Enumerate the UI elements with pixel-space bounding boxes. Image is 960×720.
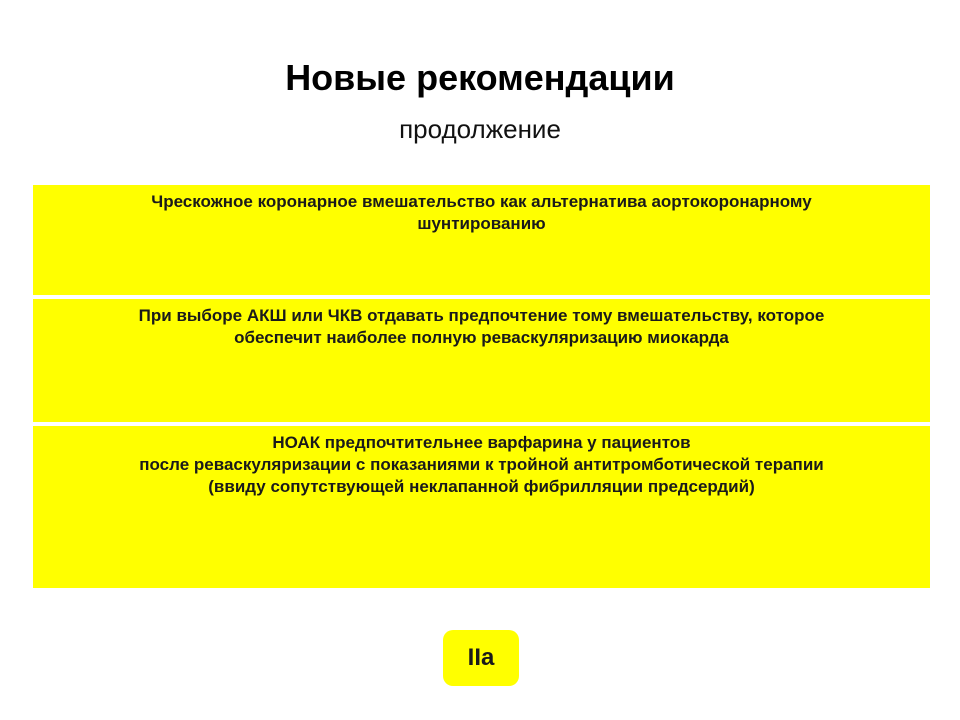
recommendations-table [33, 185, 930, 588]
recommendation-text-line: обеспечит наиболее полную реваскуляризацию миокарда [234, 328, 729, 347]
recommendation-row [33, 426, 930, 588]
recommendation-text-line: шунтированию [417, 214, 546, 233]
recommendation-text-line: При выборе АКШ или ЧКВ отдавать предпочтение тому вмешательству, которое [138, 306, 825, 325]
recommendation-text-line: (ввиду сопутствующей неклапанной фибрилляции предсердий) [208, 477, 755, 496]
slide-subtitle: продолжение [399, 114, 561, 144]
recommendation-row [33, 185, 930, 295]
recommendation-text-line: НОАК предпочтительнее варфарина у пациентов [272, 433, 691, 452]
slide-title: Новые рекомендации [285, 57, 675, 98]
recommendation-row [33, 299, 930, 422]
recommendation-text-line: после реваскуляризации с показаниями к тройной антитромботической терапии [139, 455, 824, 474]
recommendation-class-badge: IIa [443, 630, 519, 686]
recommendation-text-line: Чрескожное коронарное вмешательство как альтернатива аортокоронарному [151, 192, 812, 211]
